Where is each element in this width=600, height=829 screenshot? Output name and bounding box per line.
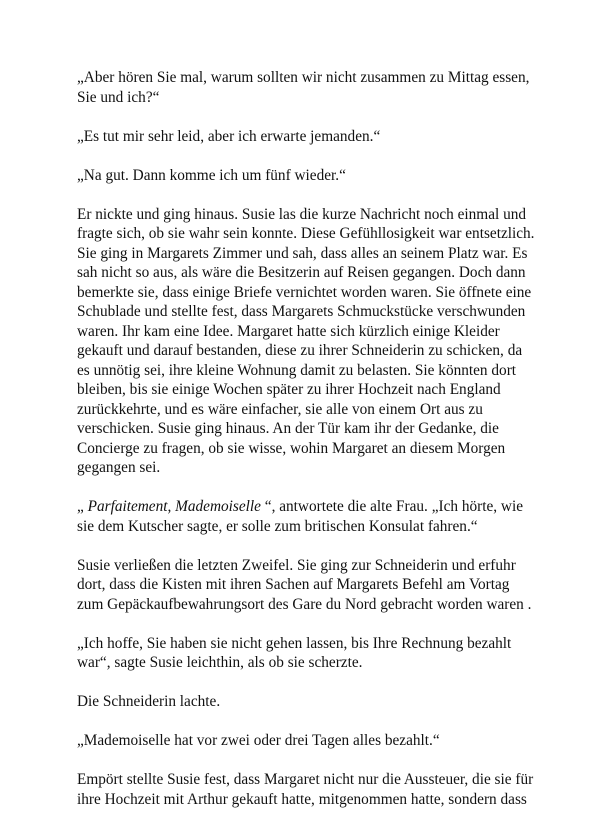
paragraph-susie-outraged: Empört stellte Susie fest, dass Margaret nicht nur die Aussteuer, die sie für ihre Hochzeit mit Arthur gekauft hatte, mitgenommen hatte, sondern dass — [77, 771, 534, 808]
paragraph-concierge-answer — [77, 497, 537, 536]
concierge-answer-rest: “, antwortete die alte Frau. „Ich hörte, wie sie dem Kutscher sagte, er solle zum britischen Konsulat fahren.“ — [77, 498, 524, 535]
paragraph-dressmaker-visit: Susie verließen die letzten Zweifel. Sie ging zur Schneiderin und erfuhr dort, dass die Kisten mit ihren Sachen auf Margarets Befehl am Vortag zum Gepäckaufbewahrungsort des Gare du Nord gebracht worden waren . — [77, 556, 532, 613]
paragraph-dressmaker-laughs: Die Schneiderin lachte. — [77, 693, 221, 710]
paragraph-susie-searches-room: Er nickte und ging hinaus. Susie las die kurze Nachricht noch einmal und fragte sich, ob sie wahr sein konnte. Diese Gefühllosigkeit war entsetzlich. Sie ging in Margarets Zimmer und sah, dass alles an seinem Platz war. Es sah nicht so aus, als wäre die Besitzerin auf Reisen gegangen. Doch dann bemerkte sie, dass einige Briefe vernichtet worden waren. Sie öffnete eine Schublade und stellte fest, dass Margarets Schmuckstücke verschwunden waren. Ihr kam eine Idee. Margaret hatte sich kürzlich einige Kleider gekauft und darauf bestanden, diese zu ihrer Schneiderin zu schicken, da es unnötig sei, ihre kleine Wohnung damit zu belasten. Sie könnten dort bleiben, bis sie einige Wochen später zu ihrer Hochzeit nach England zurückkehrte, und es wäre einfacher, sie alle von einem Ort aus zu verschicken. Susie ging hinaus. An der Tür kam ihr der Gedanke, die Concierge zu fragen, ob sie wisse, wohin Margaret an diesem Morgen gegangen sei. — [77, 205, 535, 476]
french-phrase: Parfaitement, Mademoiselle — [87, 498, 261, 515]
paragraph-expecting-someone: „Es tut mir sehr leid, aber ich erwarte jemanden.“ — [77, 127, 381, 145]
paragraph-lunch-invitation: „Aber hören Sie mal, warum sollten wir nicht zusammen zu Mittag essen, Sie und ich?“ — [77, 69, 530, 106]
body-text — [77, 68, 537, 829]
paragraph-bill-question: „Ich hoffe, Sie haben sie nicht gehen lassen, bis Ihre Rechnung bezahlt war“, sagte Susie leichthin, als ob sie scherzte. — [77, 634, 512, 671]
paragraph-bill-paid: „Mademoiselle hat vor zwei oder drei Tagen alles bezahlt.“ — [77, 732, 440, 749]
paragraph-return-at-five: „Na gut. Dann komme ich um fünf wieder.“ — [77, 166, 346, 184]
quote-open: „ — [77, 498, 88, 515]
